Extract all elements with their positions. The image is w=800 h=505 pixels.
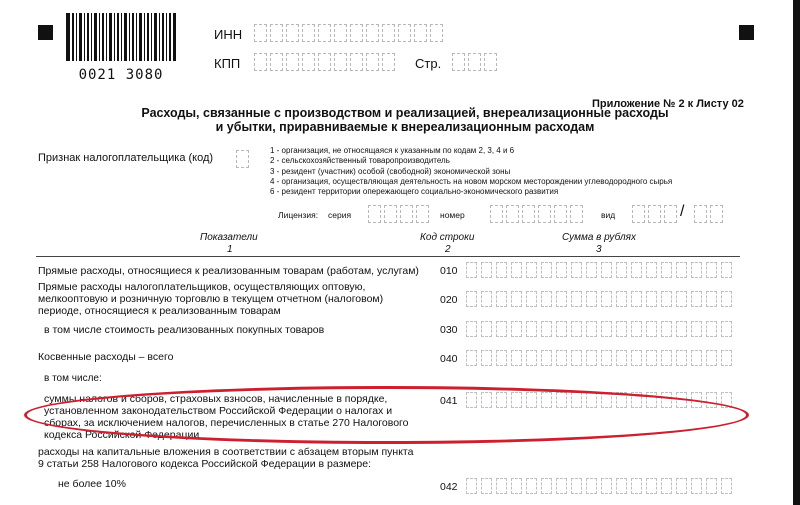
red-highlight-ellipse (24, 386, 749, 444)
license-series-field[interactable] (368, 205, 432, 224)
page-label: Стр. (415, 56, 442, 71)
taxpayer-option-4: 4 - организация, осуществляющая деятельность на новом морском месторождении углеводородного сырья (270, 177, 673, 186)
row-040-sum-field[interactable] (466, 350, 736, 367)
license-number-label: номер (440, 210, 465, 220)
row-042-label: не более 10% (58, 478, 126, 490)
license-type-label: вид (601, 210, 616, 220)
taxpayer-option-5: 6 - резидент территории опережающего социально-экономического развития (270, 187, 559, 196)
barcode (66, 13, 176, 83)
column-number-1: 1 (227, 244, 233, 255)
row-040-label: Косвенные расходы – всего (38, 351, 174, 363)
table-header-divider (36, 256, 740, 257)
row-030-sum-field[interactable] (466, 321, 736, 338)
appendix-label: Приложение № 2 к Листу 02 (592, 98, 744, 110)
row-010-code: 010 (440, 265, 458, 277)
title-line-2: и убытки, приравниваемые к внереализационным расходам (215, 120, 595, 134)
row-020-code: 020 (440, 294, 458, 306)
column-number-3: 3 (596, 244, 602, 255)
row-including-label: в том числе: (44, 373, 102, 384)
image-border-right (793, 0, 800, 505)
column-header-sum: Сумма в рублях (562, 232, 636, 243)
kpp-label: КПП (214, 56, 241, 71)
license-type-field-2[interactable] (694, 205, 726, 224)
taxpayer-option-1: 1 - организация, не относящаяся к указанным по кодам 2, 3, 4 и 6 (270, 146, 515, 155)
inn-label: ИНН (214, 27, 243, 42)
title-line-1: Расходы, связанные с производством и реализацией, внереализационные расходы (141, 106, 669, 120)
row-010-sum-field[interactable] (466, 262, 736, 279)
row-040-code: 040 (440, 353, 458, 365)
taxpayer-option-3: 3 - резидент (участник) особой (свободной) экономической зоны (270, 167, 511, 176)
license-label: Лицензия: (278, 210, 319, 220)
barcode-number: 0021 3080 (78, 67, 164, 83)
taxpayer-sign-field[interactable] (236, 150, 252, 169)
corner-marker-left (38, 25, 53, 40)
column-header-line-code: Код строки (420, 232, 475, 243)
row-042-code: 042 (440, 481, 458, 493)
column-header-indicators: Показатели (200, 232, 258, 243)
kpp-field[interactable] (254, 53, 398, 72)
license-number-field[interactable] (490, 205, 586, 224)
license-series-label: серия (328, 210, 352, 220)
row-041-label: суммы налогов и сборов, страховых взносов, начисленные в порядке, установленном законодательством Российской Федерации о налогах и сборах, за исключением налогов, перечисленных в статье 270 Налогового кодекса Российской Федерации (44, 393, 409, 441)
row-010-label: Прямые расходы, относящиеся к реализованным товарам (работам, услугам) (38, 265, 419, 277)
barcode-bars (66, 13, 176, 61)
taxpayer-option-2: 2 - сельскохозяйственный товаропроизводитель (270, 156, 450, 165)
license-type-field-1[interactable] (632, 205, 680, 224)
corner-marker-right (739, 25, 754, 40)
inn-field[interactable] (254, 24, 446, 43)
license-slash: / (680, 203, 685, 220)
form-title (90, 106, 720, 134)
taxpayer-sign-label: Признак налогоплательщика (код) (38, 152, 214, 164)
row-020-label: Прямые расходы налогоплательщиков, осуществляющих оптовую, мелкооптовую и розничную торговлю в текущем отчетном (налоговом) периоде, относящиеся к реализованным товарам (38, 281, 384, 317)
row-020-sum-field[interactable] (466, 291, 736, 308)
row-030-code: 030 (440, 324, 458, 336)
column-number-2: 2 (445, 244, 451, 255)
row-042-sum-field[interactable] (466, 478, 736, 495)
row-030-label: в том числе стоимость реализованных покупных товаров (44, 324, 325, 336)
row-041-code: 041 (440, 395, 458, 407)
page-field[interactable] (452, 53, 500, 72)
row-capital-label: расходы на капитальные вложения в соответствии с абзацем вторым пункта 9 статьи 258 Налогового кодекса Российской Федерации в размере: (38, 446, 414, 470)
